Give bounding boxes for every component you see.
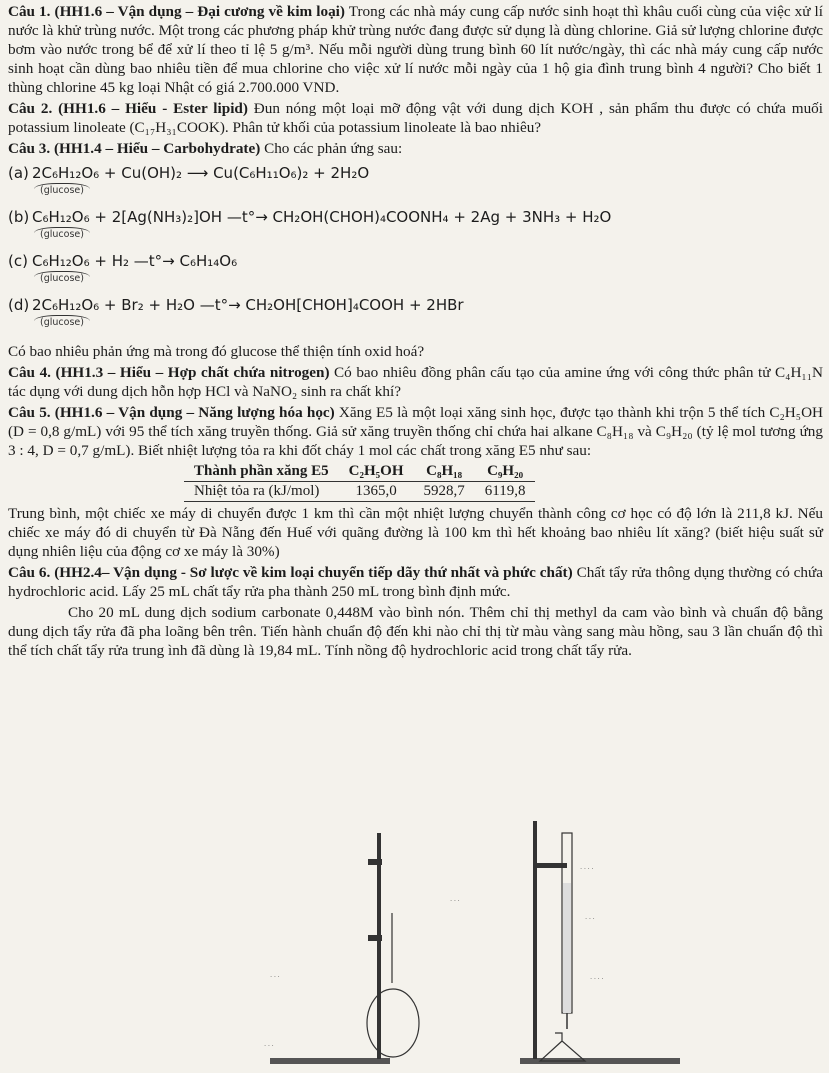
question-5-text: Xăng E5 là một loại xăng sinh học, được tạo thành khi trộn 5 thể tích C₂H₅OH (D = 0,8 g/mL) với 95 thể tích xăng truyền thống. Giả sử xăng truyền thống chỉ chứa hai alkane C₈H₁₈ và C₉H₂₀ (tỷ lệ mol tương ứng 3 : 4, D = 0,7 g/mL). Biết nhiệt lượng tỏa ra khi đốt cháy 1 mol các chất trong xăng E5 như sau: xyxy=(8,404,823,459)
question-3 xyxy=(8,139,823,158)
question-3-prompt: Có bao nhiêu phản ứng mà trong đó glucose thể thiện tính oxid hoá? xyxy=(8,343,425,360)
liquid-label-mark: · · · xyxy=(585,916,595,923)
heat-table-header: C₈H₁₈ xyxy=(414,462,475,482)
reaction-c-label: (c) xyxy=(8,252,28,270)
reaction-b-glucose-note: (glucose) xyxy=(34,227,90,240)
burette-label-mark: · · · · xyxy=(580,866,594,873)
heat-table-row xyxy=(184,482,535,502)
burette-liquid xyxy=(563,883,571,1013)
question-3-text: Cho các phản ứng sau: xyxy=(260,140,403,157)
heat-table xyxy=(184,462,535,502)
reaction-c-glucose-note: (glucose) xyxy=(34,271,90,284)
heat-table-cell: 1365,0 xyxy=(339,482,414,502)
question-1 xyxy=(8,2,823,97)
question-4-title: Câu 4. (HH1.3 – Hiểu – Hợp chất chứa nitrogen) xyxy=(8,364,330,381)
heat-table-cell: 5928,7 xyxy=(414,482,475,502)
reaction-c xyxy=(8,252,823,286)
left-stand-base xyxy=(270,1058,390,1064)
flask-label-mark: · · · xyxy=(270,974,280,981)
question-1-title: Câu 1. (HH1.6 – Vận dụng – Đại cương về kim loại) xyxy=(8,3,345,20)
base-label-mark: · · · xyxy=(264,1043,274,1050)
reaction-d-glucose-note: (glucose) xyxy=(34,315,90,328)
question-6-text: Chất tẩy rửa thông dụng thường có chứa hydrochloric acid. Lấy 25 mL chất tẩy rửa pha thành 250 mL trong bình định mức. xyxy=(8,564,823,600)
reaction-b-equation: C₆H₁₂O₆ + 2[Ag(NH₃)₂]OH —t°→ CH₂OH(CHOH)₄COONH₄ + 2Ag + 3NH₃ + H₂O xyxy=(32,208,612,226)
heat-table-header: Thành phần xăng E5 xyxy=(184,462,339,482)
question-5-continued: Trung bình, một chiếc xe máy di chuyển được 1 km thì cần một nhiệt lượng chuyển thành công cơ học có độ lớn là 211,8 kJ. Nếu chiếc xe máy đó di chuyển từ Đà Nẵng đến Huế với quãng đường là 100 km thì hết khoảng bao nhiêu lít xăng? (biết hiệu suất sử dụng nhiên liệu của động cơ xe máy là 30%) xyxy=(8,505,823,560)
volumetric-flask-body xyxy=(367,989,419,1057)
question-2 xyxy=(8,99,823,137)
question-6 xyxy=(8,563,823,601)
worksheet-page xyxy=(8,2,823,662)
reaction-a xyxy=(8,164,823,198)
question-5-title: Câu 5. (HH1.6 – Vận dụng – Năng lượng hóa học) xyxy=(8,404,335,421)
conical-flask xyxy=(540,1033,585,1061)
question-4 xyxy=(8,363,823,401)
question-4-text: Có bao nhiêu đồng phân cấu tạo của amine ứng với công thức phân tử C₄H₁₁N tác dụng với dung dịch hỗn hợp HCl và NaNO₂ sinh ra chất khí? xyxy=(8,364,823,400)
reaction-a-glucose-note: (glucose) xyxy=(34,183,90,196)
heat-table-header: C₉H₂₀ xyxy=(475,462,536,482)
indicator-label-mark: · · · · xyxy=(590,976,604,983)
reaction-a-equation: 2C₆H₁₂O₆ + Cu(OH)₂ ⟶ Cu(C₆H₁₁O₆)₂ + 2H₂O xyxy=(32,164,370,182)
question-5 xyxy=(8,403,823,460)
reaction-d-equation: 2C₆H₁₂O₆ + Br₂ + H₂O —t°→ CH₂OH[CHOH]₄COOH + 2HBr xyxy=(32,296,464,314)
reaction-d-label: (d) xyxy=(8,296,30,314)
titration-diagram xyxy=(250,803,710,1068)
reaction-b xyxy=(8,208,823,242)
stand-label-mark: · · · xyxy=(450,898,460,905)
left-clamp xyxy=(368,859,382,865)
heat-table-header-row xyxy=(184,462,535,482)
right-stand-rod xyxy=(533,821,537,1059)
reaction-b-label: (b) xyxy=(8,208,30,226)
question-2-text: Đun nóng một loại mỡ động vật với dung dịch KOH , sản phẩm thu được có chứa muối potassium linoleate (C₁₇H₃₁COOK). Phân tử khối của potassium linoleate là bao nhiêu? xyxy=(8,100,823,136)
heat-table-cell: 6119,8 xyxy=(475,482,536,502)
heat-table-cell: Nhiệt tỏa ra (kJ/mol) xyxy=(184,482,339,502)
titration-apparatus-illustration xyxy=(250,803,710,1068)
reaction-c-equation: C₆H₁₂O₆ + H₂ —t°→ C₆H₁₄O₆ xyxy=(32,252,238,270)
question-2-title: Câu 2. (HH1.6 – Hiểu - Ester lipid) xyxy=(8,100,248,117)
left-stand-rod xyxy=(377,833,381,1059)
left-clamp-lower xyxy=(368,935,382,941)
question-3-title: Câu 3. (HH1.4 – Hiểu – Carbohydrate) xyxy=(8,140,261,157)
reaction-a-label: (a) xyxy=(8,164,29,182)
question-6-continued: Cho 20 mL dung dịch sodium carbonate 0,448M vào bình nón. Thêm chỉ thị methyl da cam vào bình và chuẩn độ bằng dung dịch tẩy rửa đã pha loãng bên trên. Tiến hành chuẩn độ đến khi nào chỉ thị từ màu vàng sang màu hồng, sau 3 lần chuẩn độ thì thể tích chất tẩy rửa trung ình đã dùng là 19,84 mL. Tính nồng độ hydrochloric acid trong chất tẩy rửa. xyxy=(8,604,823,659)
reaction-d xyxy=(8,296,823,330)
question-6-title: Câu 6. (HH2.4– Vận dụng - Sơ lược về kim loại chuyển tiếp dãy thứ nhất và phức chất) xyxy=(8,564,573,581)
question-1-text: Trong các nhà máy cung cấp nước sinh hoạt thì khâu cuối cùng của việc xử lí nước là khử trùng nước. Một trong các phương pháp khử trùng nước đang được sử dụng là dùng chlorine. Giả sử lượng chlorine được bơm vào nước trong bể để xử lí theo tỉ lệ 5 g/m³. Nếu mỗi người dùng trung bình 60 lít nước/ngày, thì các nhà máy cung cấp nước sinh hoạt cần dùng bao nhiêu tiền để mua chlorine cho việc xử lí nước mỗi ngày của 1 hộ gia đình trung bình 4 người? Cho biết 1 thùng chlorine 45 kg loại Nhật có giá 2.700.000 VND. xyxy=(8,3,823,96)
heat-table-header: C₂H₅OH xyxy=(339,462,414,482)
